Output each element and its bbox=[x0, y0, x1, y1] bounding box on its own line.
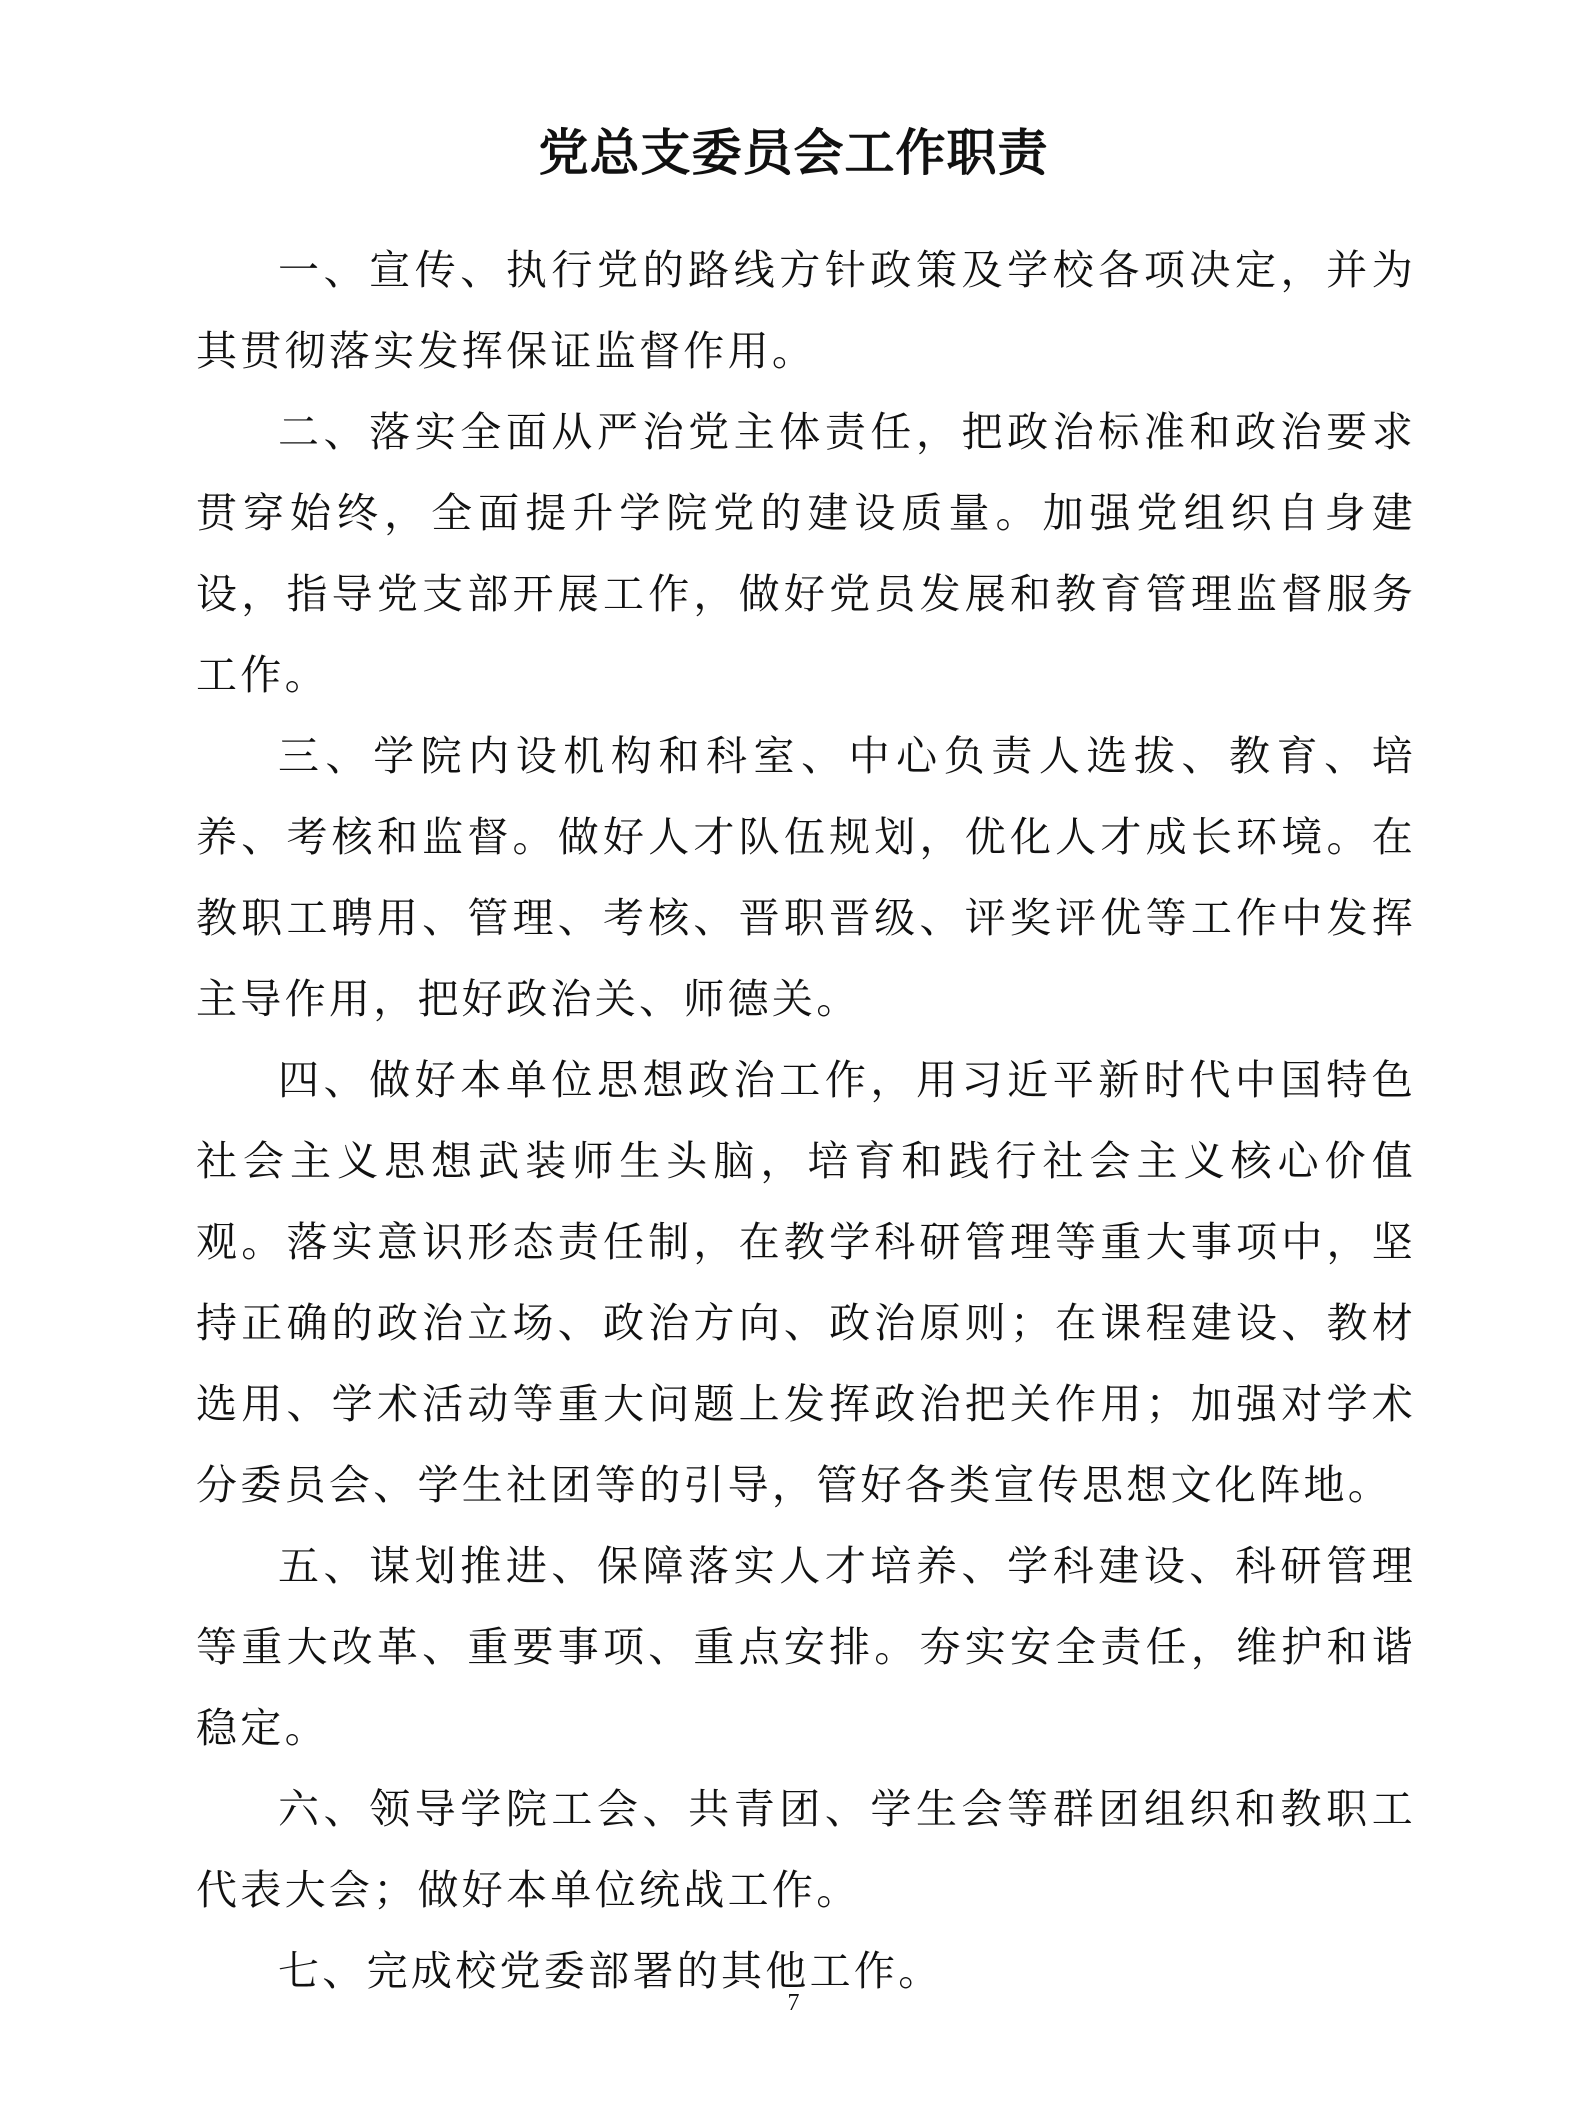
page-title: 党总支委员会工作职责 bbox=[538, 123, 1049, 182]
paragraph-7: 七、完成校党委部署的其他工作。 bbox=[278, 1947, 943, 1995]
document-body bbox=[196, 230, 1416, 2012]
paragraph-3: 三、学院内设机构和科室、中心负责人选拔、教育、培养、考核和监督。做好人才队伍规划，优化人才成长环境。在教职工聘用、管理、考核、晋职晋级、评奖评优等工作中发挥主导作用，把好政治关、师德关。 bbox=[196, 732, 1416, 1023]
paragraph-2: 二、落实全面从严治党主体责任，把政治标准和政治要求贯穿始终，全面提升学院党的建设质量。加强党组织自身建设，指导党支部开展工作，做好党员发展和教育管理监督服务工作。 bbox=[196, 408, 1416, 699]
page-number: 7 bbox=[787, 1990, 800, 2016]
paragraph-4: 四、做好本单位思想政治工作，用习近平新时代中国特色社会主义思想武装师生头脑，培育和践行社会主义核心价值观。落实意识形态责任制，在教学科研管理等重大事项中，坚持正确的政治立场、政治方向、政治原则；在课程建设、教材选用、学术活动等重大问题上发挥政治把关作用；加强对学术分委员会、学生社团等的引导，管好各类宣传思想文化阵地。 bbox=[196, 1056, 1416, 1509]
paragraph-1: 一、宣传、执行党的路线方针政策及学校各项决定，并为其贯彻落实发挥保证监督作用。 bbox=[196, 246, 1416, 375]
paragraph-6: 六、领导学院工会、共青团、学生会等群团组织和教职工代表大会；做好本单位统战工作。 bbox=[196, 1785, 1416, 1914]
paragraph-5: 五、谋划推进、保障落实人才培养、学科建设、科研管理等重大改革、重要事项、重点安排。夯实安全责任，维护和谐稳定。 bbox=[196, 1542, 1416, 1752]
